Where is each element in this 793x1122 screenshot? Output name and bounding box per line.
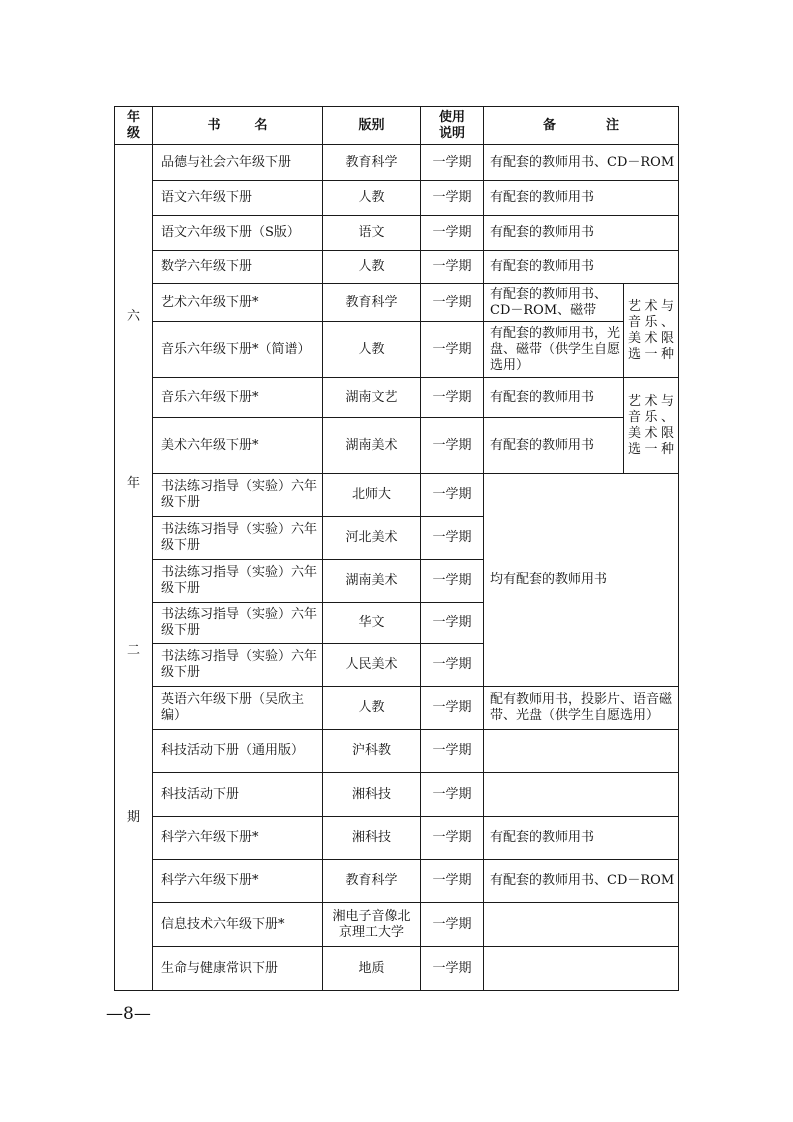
edition: 湖南美术 (323, 560, 421, 603)
table-row (115, 687, 679, 730)
edition: 教育科学 (323, 284, 421, 322)
note: 有配套的教师用书，光盘、磁带（供学生自愿选用） (484, 322, 624, 378)
header-row (115, 107, 679, 145)
header-title: 书 名 (153, 107, 323, 145)
table-row (115, 378, 679, 418)
book-title: 美术六年级下册* (153, 418, 323, 474)
usage: 一学期 (421, 418, 484, 474)
book-title: 语文六年级下册（S版） (153, 216, 323, 251)
usage: 一学期 (421, 903, 484, 947)
note: 有配套的教师用书、CD－ROM、磁带 (484, 284, 624, 322)
note (484, 730, 679, 773)
table-row (115, 860, 679, 903)
note (484, 903, 679, 947)
edition: 河北美术 (323, 517, 421, 560)
usage: 一学期 (421, 251, 484, 284)
edition: 湖南文艺 (323, 378, 421, 418)
table-row (115, 251, 679, 284)
book-title: 品德与社会六年级下册 (153, 145, 323, 181)
book-title: 科学六年级下册* (153, 860, 323, 903)
side-note-art-group-2: 艺术与音乐、美术限选一种 (624, 378, 679, 474)
usage: 一学期 (421, 860, 484, 903)
book-title: 音乐六年级下册* (153, 378, 323, 418)
usage: 一学期 (421, 687, 484, 730)
edition: 地质 (323, 947, 421, 991)
edition: 湘科技 (323, 817, 421, 860)
table-row (115, 474, 679, 517)
table-row (115, 730, 679, 773)
note: 有配套的教师用书 (484, 418, 624, 474)
edition: 人教 (323, 322, 421, 378)
usage: 一学期 (421, 644, 484, 687)
edition: 湖南美术 (323, 418, 421, 474)
table-row (115, 284, 679, 322)
edition: 人教 (323, 181, 421, 216)
table-row (115, 322, 679, 378)
table-row (115, 181, 679, 216)
edition: 湘科技 (323, 773, 421, 817)
usage: 一学期 (421, 181, 484, 216)
book-title: 书法练习指导（实验）六年级下册 (153, 560, 323, 603)
book-title: 音乐六年级下册*（简谱） (153, 322, 323, 378)
book-title: 书法练习指导（实验）六年级下册 (153, 644, 323, 687)
note: 有配套的教师用书、CD－ROM (484, 145, 679, 181)
table-row (115, 418, 679, 474)
book-title: 艺术六年级下册* (153, 284, 323, 322)
book-title: 书法练习指导（实验）六年级下册 (153, 603, 323, 644)
table-row (115, 216, 679, 251)
edition: 北师大 (323, 474, 421, 517)
header-edition: 版别 (323, 107, 421, 145)
book-title: 科技活动下册（通用版） (153, 730, 323, 773)
book-title: 数学六年级下册 (153, 251, 323, 284)
usage: 一学期 (421, 730, 484, 773)
book-title: 书法练习指导（实验）六年级下册 (153, 474, 323, 517)
note: 有配套的教师用书 (484, 378, 624, 418)
table-row (115, 773, 679, 817)
usage: 一学期 (421, 216, 484, 251)
book-title: 语文六年级下册 (153, 181, 323, 216)
calligraphy-note: 均有配套的教师用书 (484, 474, 679, 687)
note: 有配套的教师用书 (484, 216, 679, 251)
usage: 一学期 (421, 817, 484, 860)
grade-cell: 六 年 二 期 (115, 145, 153, 991)
usage: 一学期 (421, 773, 484, 817)
book-title: 信息技术六年级下册* (153, 903, 323, 947)
header-grade: 年 级 (115, 107, 153, 145)
note: 有配套的教师用书 (484, 251, 679, 284)
edition: 湘电子音像北京理工大学 (323, 903, 421, 947)
book-title: 书法练习指导（实验）六年级下册 (153, 517, 323, 560)
note: 有配套的教师用书、CD－ROM (484, 860, 679, 903)
note (484, 947, 679, 991)
usage: 一学期 (421, 560, 484, 603)
edition: 人民美术 (323, 644, 421, 687)
usage: 一学期 (421, 378, 484, 418)
book-title: 科技活动下册 (153, 773, 323, 817)
usage: 一学期 (421, 284, 484, 322)
table-row (115, 145, 679, 181)
usage: 一学期 (421, 947, 484, 991)
edition: 人教 (323, 687, 421, 730)
edition: 人教 (323, 251, 421, 284)
book-title: 科学六年级下册* (153, 817, 323, 860)
usage: 一学期 (421, 603, 484, 644)
table-row (115, 947, 679, 991)
note: 配有教师用书，投影片、语音磁带、光盘（供学生自愿选用） (484, 687, 679, 730)
table-row (115, 903, 679, 947)
edition: 华文 (323, 603, 421, 644)
table-row (115, 817, 679, 860)
book-title: 英语六年级下册（吴欣主编） (153, 687, 323, 730)
textbook-table (114, 106, 679, 991)
header-usage: 使用 说明 (421, 107, 484, 145)
edition: 教育科学 (323, 860, 421, 903)
edition: 教育科学 (323, 145, 421, 181)
usage: 一学期 (421, 145, 484, 181)
usage: 一学期 (421, 474, 484, 517)
usage: 一学期 (421, 517, 484, 560)
edition: 语文 (323, 216, 421, 251)
note: 有配套的教师用书 (484, 817, 679, 860)
note (484, 773, 679, 817)
side-note-art-group-1: 艺术与音乐、美术限选一种 (624, 284, 679, 378)
note: 有配套的教师用书 (484, 181, 679, 216)
usage: 一学期 (421, 322, 484, 378)
edition: 沪科教 (323, 730, 421, 773)
header-notes: 备 注 (484, 107, 679, 145)
page-number: —8— (106, 1004, 151, 1024)
book-title: 生命与健康常识下册 (153, 947, 323, 991)
